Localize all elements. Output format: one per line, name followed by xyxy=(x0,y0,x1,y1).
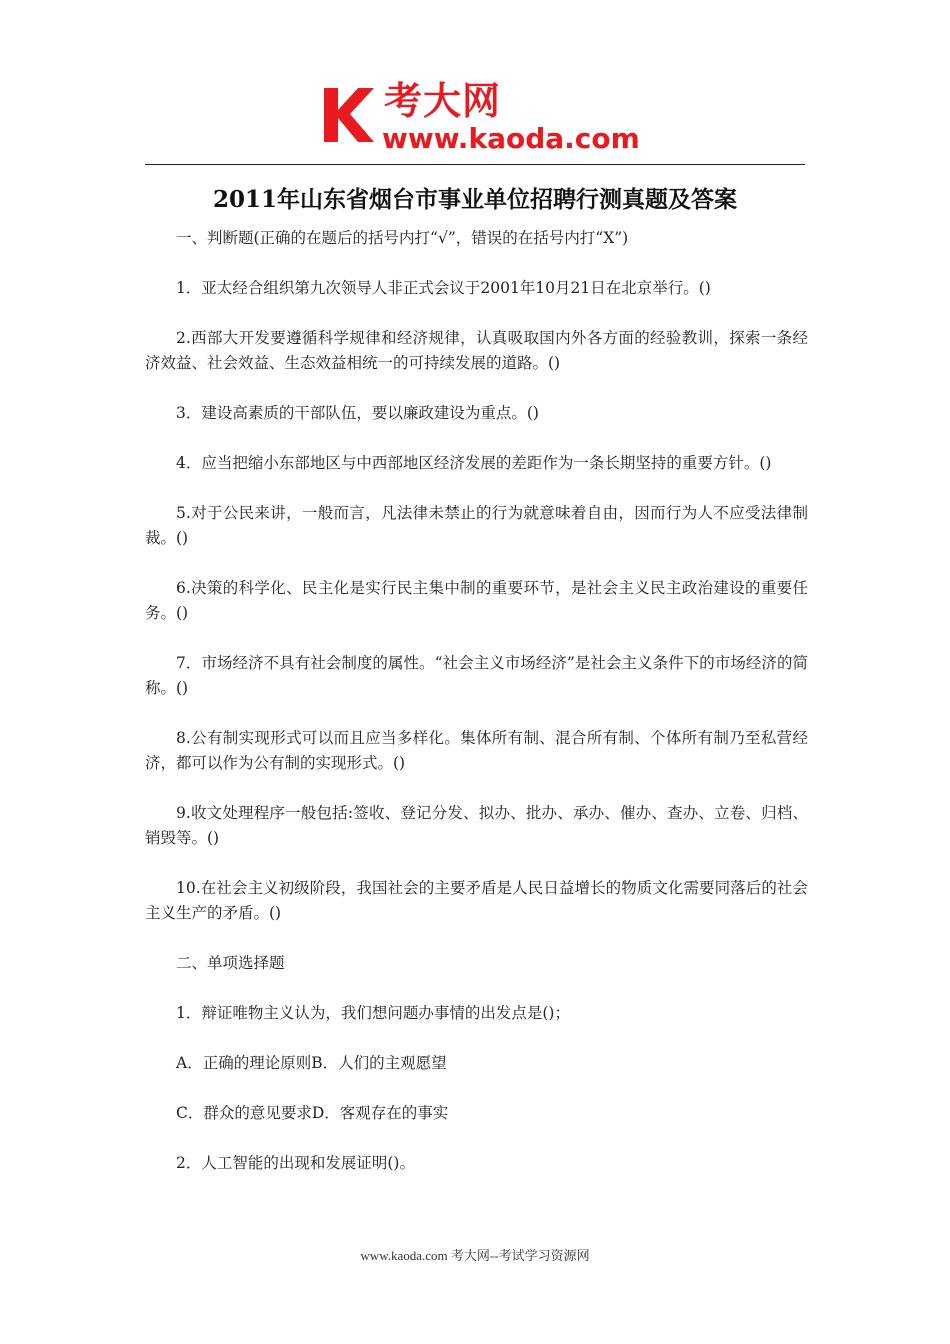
section-heading-single-choice: 二、单项选择题 xyxy=(176,954,285,972)
question-paragraph: 10.在社会主义初级阶段，我国社会的主要矛盾是人民日益增长的物质文化需要同落后的社会主义生产的矛盾。() xyxy=(145,879,808,922)
question-paragraph: 8.公有制实现形式可以而且应当多样化。集体所有制、混合所有制、个体所有制乃至私营经济，都可以作为公有制的实现形式。() xyxy=(145,729,808,772)
answer-option-line: C．群众的意见要求D．客观存在的事实 xyxy=(176,1104,449,1122)
section-heading-judgment: 一、判断题(正确的在题后的括号内打“√”，错误的在括号内打“X”) xyxy=(176,229,629,247)
question-paragraph: 6.决策的科学化、民主化是实行民主集中制的重要环节，是社会主义民主政治建设的重要任务。() xyxy=(145,579,808,622)
question-paragraph: 1．亚太经合组织第九次领导人非正式会议于2001年10月21日在北京举行。() xyxy=(176,279,711,297)
question-paragraph: 2．人工智能的出现和发展证明()。 xyxy=(176,1154,415,1172)
question-paragraph: 5.对于公民来讲，一般而言，凡法律未禁止的行为就意味着自由，因而行为人不应受法律制裁。() xyxy=(145,504,808,547)
answer-option-line: A．正确的理论原则B．人们的主观愿望 xyxy=(176,1054,447,1072)
page-footer: www.kaoda.com 考大网--考试学习资源网 xyxy=(360,1248,590,1263)
document-body xyxy=(145,226,808,1201)
question-paragraph: 9.收文处理程序一般包括:签收、登记分发、拟办、批办、承办、催办、查办、立卷、归档、销毁等。() xyxy=(145,804,808,847)
question-paragraph: 2.西部大开发要遵循科学规律和经济规律，认真吸取国内外各方面的经验教训，探索一条经济效益、社会效益、生态效益相统一的可持续发展的道路。() xyxy=(145,329,808,372)
question-paragraph: 4．应当把缩小东部地区与中西部地区经济发展的差距作为一条长期坚持的重要方针。() xyxy=(176,454,772,472)
k-logo-icon xyxy=(318,84,378,146)
header-divider xyxy=(145,164,805,165)
brand-logo xyxy=(318,78,648,158)
page-title: 2011年山东省烟台市事业单位招聘行测真题及答案 xyxy=(212,186,737,213)
brand-name: 考大网 xyxy=(384,79,502,123)
question-paragraph: 7．市场经济不具有社会制度的属性。“社会主义市场经济”是社会主义条件下的市场经济的简称。() xyxy=(145,654,808,697)
brand-url: www.kaoda.com xyxy=(382,122,640,155)
question-paragraph: 3．建设高素质的干部队伍，要以廉政建设为重点。() xyxy=(176,404,539,422)
question-paragraph: 1．辩证唯物主义认为，我们想问题办事情的出发点是()； xyxy=(176,1004,570,1022)
